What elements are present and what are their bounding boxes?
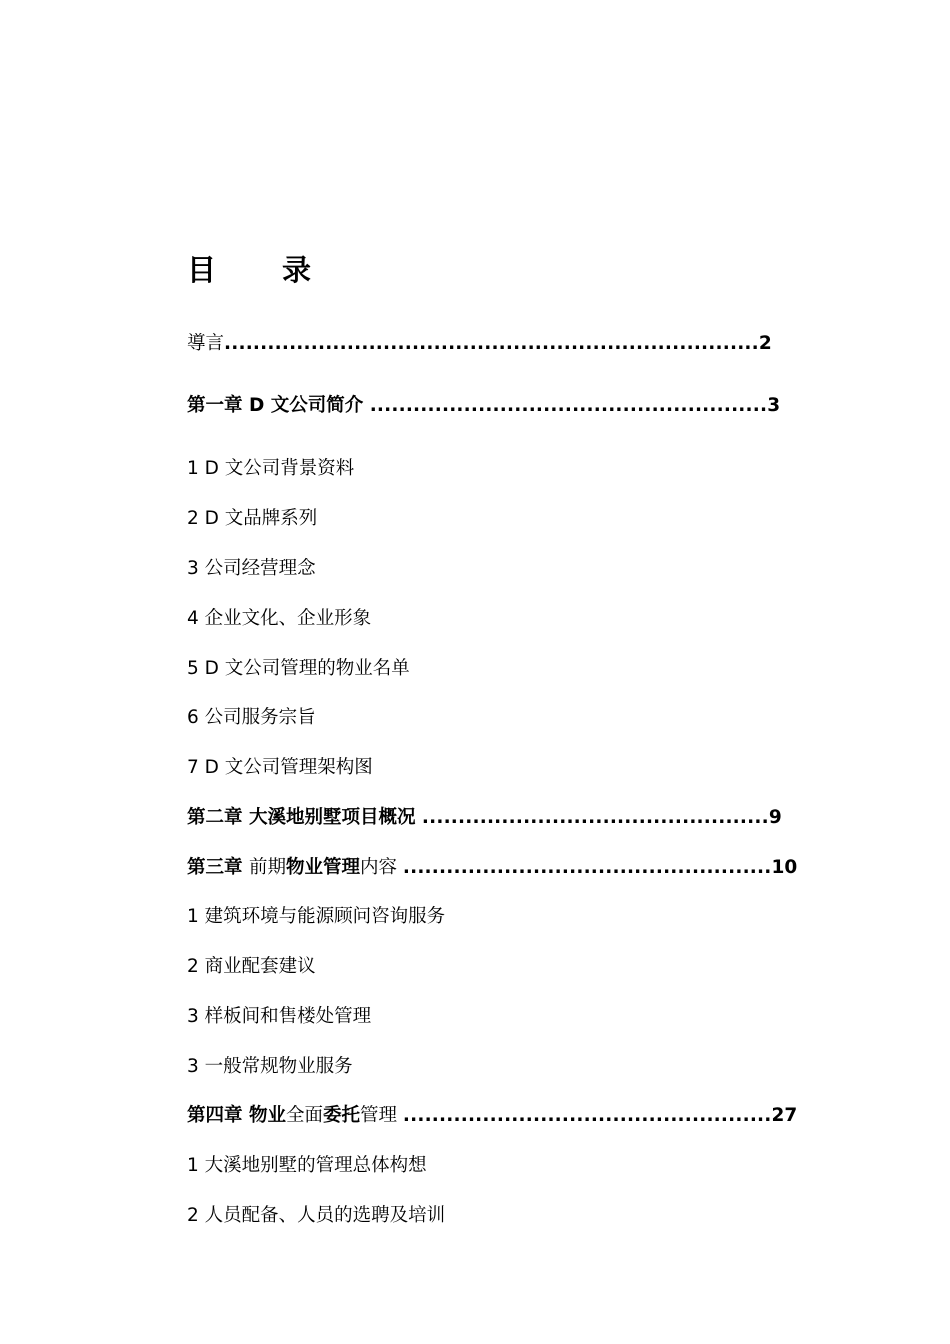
toc-entry-label-part: 第三章 — [187, 857, 249, 878]
toc-item[interactable]: 5 D 文公司管理的物业名单 — [187, 658, 410, 679]
toc-page-number: 2 — [758, 333, 772, 354]
toc-entry-chapter-3[interactable] — [187, 855, 797, 881]
toc-leader-dots: ................................................ — [421, 807, 769, 828]
toc-entry-label-part: 全面 — [285, 1105, 323, 1126]
toc-item[interactable]: 3 公司经营理念 — [187, 558, 316, 579]
toc-page-number: 9 — [768, 807, 782, 828]
toc-item[interactable]: 6 公司服务宗旨 — [187, 707, 316, 728]
toc-item[interactable]: 1 大溪地别墅的管理总体构想 — [187, 1155, 427, 1176]
toc-item[interactable]: 3 样板间和售楼处管理 — [187, 1006, 372, 1027]
toc-entry-chapter-4[interactable] — [187, 1103, 797, 1129]
toc-leader-dots: .......................................................................... — [224, 333, 759, 354]
toc-entry-label: 導言 — [187, 333, 225, 354]
toc-leader-dots: ....................................................... — [369, 395, 768, 416]
toc-entry-label-part: 管理 — [360, 1105, 403, 1126]
toc-title-part2: 录 — [282, 253, 312, 287]
toc-page-number: 10 — [771, 857, 798, 878]
toc-entry-label-part: 物业 — [248, 1105, 286, 1126]
toc-item[interactable]: 2 商业配套建议 — [187, 956, 316, 977]
toc-entry-label: 第一章 D 文公司简介 — [187, 395, 370, 416]
toc-item[interactable]: 4 企业文化、企业形象 — [187, 608, 372, 629]
toc-entry-label: 第二章 大溪地别墅项目概况 — [187, 807, 422, 828]
toc-title — [187, 252, 311, 288]
toc-entry-intro[interactable] — [187, 331, 772, 357]
toc-entry-label-part: 第四章 — [187, 1105, 249, 1126]
toc-item[interactable]: 7 D 文公司管理架构图 — [187, 757, 373, 778]
toc-entry-label-part: 委托 — [322, 1105, 360, 1126]
toc-title-part1: 目 — [187, 253, 217, 287]
toc-item[interactable]: 3 一般常规物业服务 — [187, 1056, 353, 1077]
toc-item[interactable]: 1 建筑环境与能源顾问咨询服务 — [187, 906, 446, 927]
toc-entry-label-part: 内容 — [359, 857, 403, 878]
toc-item[interactable]: 2 人员配备、人员的选聘及培训 — [187, 1205, 446, 1226]
toc-entry-chapter-1[interactable] — [187, 393, 780, 419]
toc-page-number: 3 — [767, 395, 781, 416]
toc-page-number: 27 — [771, 1105, 798, 1126]
toc-item[interactable]: 2 D 文品牌系列 — [187, 508, 318, 529]
toc-entry-label-part: 前期 — [248, 857, 286, 878]
toc-item[interactable]: 1 D 文公司背景资料 — [187, 458, 355, 479]
toc-leader-dots: ................................................... — [402, 1105, 772, 1126]
toc-entry-label-part: 物业管理 — [285, 857, 360, 878]
toc-entry-chapter-2[interactable] — [187, 805, 782, 831]
toc-leader-dots: ................................................... — [402, 857, 772, 878]
